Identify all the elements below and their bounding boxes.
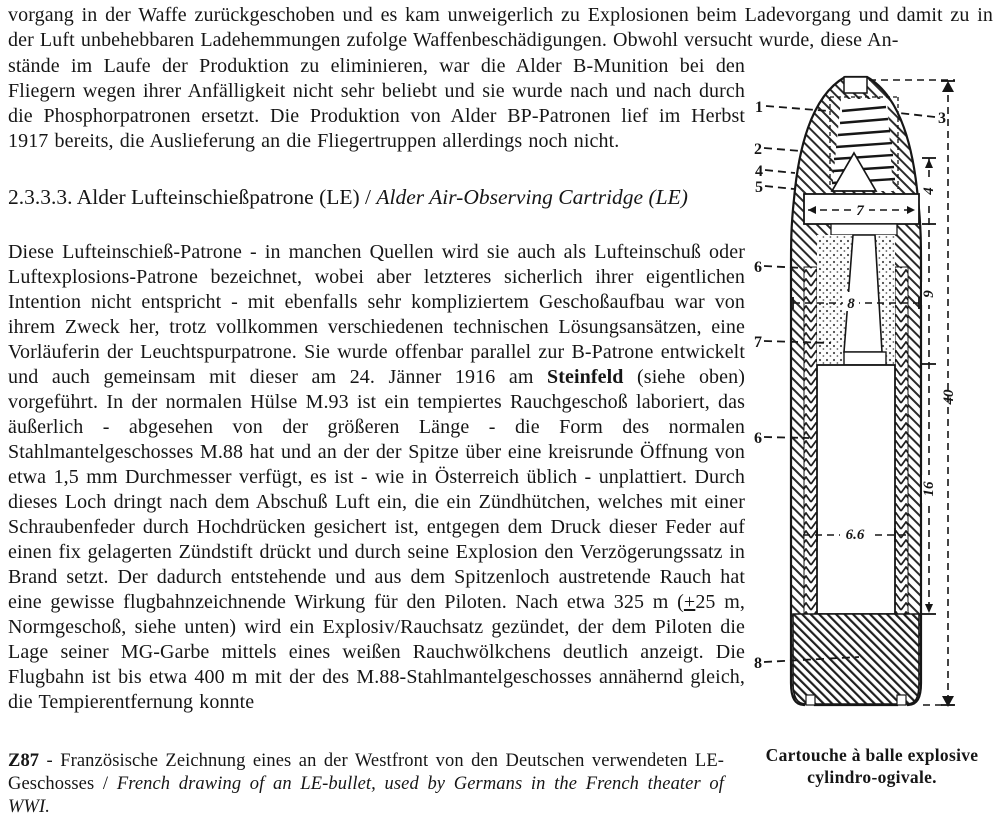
wall-lining-right — [895, 267, 908, 614]
figure-caption-z87 — [8, 750, 724, 816]
paragraph-main-bold-steinfeld: Steinfeld — [547, 366, 624, 388]
delay-column-foot — [844, 352, 886, 365]
svg-text:6.6: 6.6 — [845, 527, 865, 543]
figure-caption-french-line2: cylindro-ogivale. — [807, 767, 937, 787]
figure-caption-english: French drawing of an LE-bullet, used by Germans in the French theater of WWI. — [8, 774, 724, 816]
dimension-segment-4: 4 — [921, 187, 937, 195]
figure-caption-french — [750, 744, 994, 788]
dimension-chain-inner — [921, 158, 937, 614]
base-notch-right — [897, 695, 906, 705]
section-heading — [8, 184, 745, 210]
figure-caption-id: Z87 — [8, 751, 40, 771]
callout-label-5: 5 — [755, 179, 763, 196]
callout-label-4: 4 — [755, 163, 763, 180]
paragraph-main — [8, 240, 745, 715]
paragraph-top-wrapped: stände im Laufe der Produktion zu eliminieren, war die Alder B-Munition bei den Fliegern wegen ihrer Anfälligkeit nicht sehr beliebt und sie wurde nach und nach durch die Phosphorpatronen ersetzt. Die Produktion von Alder BP-Patronen lief im Herbst 1917 bereits, die Auslieferung an die Fliegertruppen allerdings noch nicht. — [8, 55, 745, 152]
callout-label-7: 7 — [754, 334, 762, 351]
section-heading-english: Alder Air-Observing Cartridge (LE) — [376, 185, 688, 209]
base-notch-left — [806, 695, 815, 705]
dimension-overall-length: 40 — [941, 389, 957, 405]
paragraph-main-part1: Diese Lufteinschieß-Patrone - in manchen Quellen wird sie auch als Lufteinschuß oder Luftexplosions-Patrone bezeichnet, wobei aber letzteres sicherlich ihrer eigentlichen Intention nicht entspricht - mit ebenfalls sehr kompliziertem Geschoßaufbau war von ihrem Zweck her, trotz vollkommen verschiedenen technischen Lösungsansätzen, eine Vorläuferin der Leuchtspurpatrone. Sie wurde offenbar parallel zur B-Patrone entwickelt und auch gemeinsam mit dieser am 24. Jänner 1916 am — [8, 241, 745, 388]
section-heading-german: 2.3.3.3. Alder Lufteinschießpatrone (LE) / — [8, 185, 377, 209]
callout-label-2: 2 — [754, 141, 762, 158]
callout-label-8: 8 — [754, 655, 762, 672]
svg-text:7: 7 — [856, 203, 864, 219]
callout-label-1: 1 — [755, 99, 763, 116]
figure-caption-german: - Französische Zeichnung eines an der Westfront von den Deutschen verwendeten LE-Geschosses / — [8, 751, 724, 794]
bullet-figure — [741, 71, 999, 747]
paragraph-main-plusminus: + — [683, 591, 696, 613]
tip-cap — [844, 77, 867, 93]
dimension-segment-16: 16 — [921, 481, 937, 497]
paragraph-top-fullwidth: vorgang in der Waffe zurückgeschoben und es kam unweigerlich zu Explosionen beim Ladevorgang und damit zu in der Luft unbehebbaren Ladehemmungen zufolge Waffenbeschädigungen. Obwohl versucht wurde, diese An- — [8, 4, 993, 51]
paragraph-main-part2: (siehe oben) vorgeführt. In der normalen Hülse M.93 ist ein tempiertes Rauchgeschoß laboriert, das äußerlich - abgesehen von der größeren Länge - die Form des normalen Stahlmantelgeschosses M.88 hat und an der der Spitze über eine kreisrunde Öffnung von etwa 1,5 mm Durchmesser verfügt, es ist - wie in Österreich üblich - unplattiert. Durch dieses Loch dringt nach dem Abschuß Luft ein, die ein Zündhütchen, welches mit einer Schraubenfeder durch Hochdrücken gesichert ist, entgegen dem Druck dieser Feder auf einen fix gelagerten Zündstift drückt und durch seine Explosion den Verzögerungssatz in Brand setzt. Der dadurch entstehende und aus dem Spitzenloch austretende Rauch hat eine gewisse flugbahnzeichnende Wirkung für den Piloten. Nach etwa 325 m ( — [8, 366, 745, 613]
disc-lower-step — [831, 224, 897, 235]
paragraph-main-part3: 25 m, Normgeschoß, siehe unten) wird ein Explosiv/Rauchsatz gezündet, der dem Piloten die Lage seiner MG-Garbe mittels eines weißen Rauchwölkchens deutlich anzeigt. Die Flugbahn ist bis etwa 400 m mit der des M.88-Stahlmantelgeschosses annähernd gleich, die Tempierentfernung konnte — [8, 591, 745, 713]
bullet-cross-section-drawing — [741, 71, 999, 747]
base-plug — [793, 614, 919, 704]
dimension-segment-9: 9 — [921, 290, 937, 298]
wall-lining-left — [804, 267, 817, 614]
figure-caption-french-line1: Cartouche à balle explosive — [765, 745, 979, 765]
callout-label-6-lower: 6 — [754, 430, 762, 447]
callout-label-3: 3 — [938, 110, 946, 127]
lower-cavity — [817, 365, 895, 614]
svg-text:8: 8 — [847, 296, 855, 312]
callout-label-6-upper: 6 — [754, 259, 762, 276]
